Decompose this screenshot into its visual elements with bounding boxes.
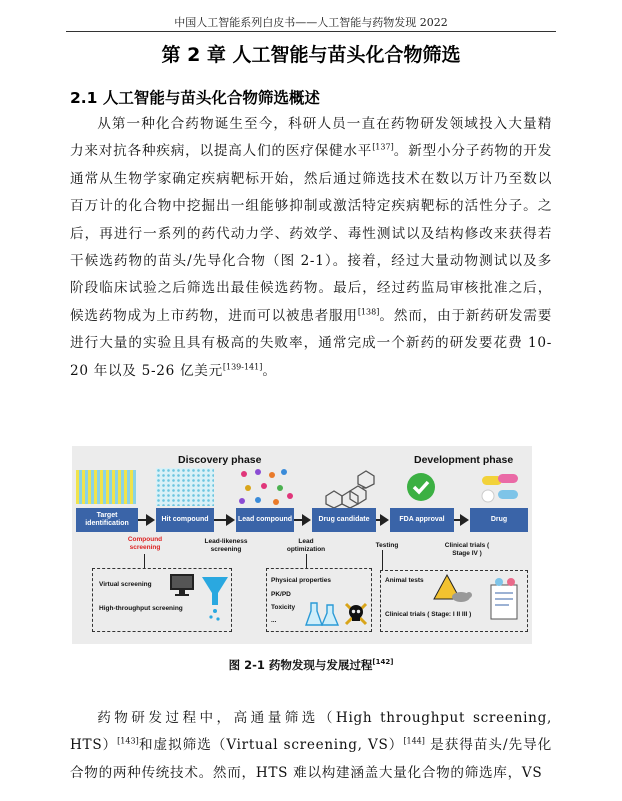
citation-144: [144] [403, 736, 425, 746]
citation-143: [143] [117, 736, 139, 746]
paragraph-1 [70, 111, 552, 385]
chapter-title: 第 2 章 人工智能与苗头化合物筛选 [161, 44, 461, 66]
virtual-screening-label: Virtual screening [99, 581, 152, 588]
lead-optimization-label: Lead optimization [286, 538, 326, 553]
testing-panel [380, 570, 528, 632]
para2-text-2: 和虚拟筛选（Virtual screening, VS） [138, 737, 404, 754]
box-drug-candidate: Drug candidate [312, 508, 376, 532]
citation-142: [142] [372, 658, 394, 667]
funnel-icon [201, 575, 229, 623]
lead-molecules-image [236, 466, 296, 508]
clinical-trials-label: Clinical trials ( Stage: I II III ) [385, 611, 472, 618]
discovery-phase-label: Discovery phase [178, 454, 262, 466]
connector-line [306, 554, 307, 568]
box-hit-compound: Hit compound [156, 508, 214, 532]
box-fda-approval: FDA approval [390, 508, 454, 532]
section-title: 2.1 人工智能与苗头化合物筛选概述 [70, 89, 320, 107]
connector-line [144, 554, 145, 568]
para1-text-3: 。然而，由于新药研发需要进行大量的实验且具有极高的失败率，通常完成一个新药的研发要花费 10-20 年以及 5-26 亿美元 [70, 307, 553, 379]
lead-likeness-label: Lead-likeness screening [204, 538, 248, 553]
physical-properties-label: Physical properties [271, 577, 331, 584]
arrow-right-icon [226, 514, 235, 526]
arrow-right-icon [380, 514, 389, 526]
box-target-identification: Target identification [76, 508, 138, 532]
para1-text-2: 。新型小分子药物的开发通常从生物学家确定疾病靶标开始，然后通过筛选技术在数以万计乃至数以百万计的化合物中挖掘出一组能够抑制或激活特定疾病靶标的活性分子。之后，再进行一系列的药代动力学、药效学、毒性测试以及结构修改来获得若干候选药物的苗头/先导化合物（图 2-1）。接着，经过大量动物测试以及多阶段临床试验之后筛选出最佳候选药物。最后，经过药监局审核批准之后，候选药物成为上市药物，进而可以被患者服用 [70, 143, 552, 324]
arrow-right-icon [460, 514, 469, 526]
skull-icon [343, 601, 369, 627]
citation-139-141: [139-141] [222, 362, 263, 372]
monitor-icon [169, 573, 195, 597]
figure-drug-discovery [72, 446, 532, 644]
arrow-right-icon [302, 514, 311, 526]
ellipsis-label: ... [271, 617, 277, 624]
figure-caption [0, 657, 622, 673]
screening-panel [92, 568, 232, 632]
target-dna-image [76, 470, 136, 504]
para1-text-1: 从第一种化合药物诞生至今，科研人员一直在药物研发领域投入大量精力来对抗各种疾病，以提高人们的医疗保健水平 [70, 116, 552, 160]
paragraph-2 [70, 705, 552, 787]
pkpd-label: PK/PD [271, 591, 291, 598]
clinical-document-icon [485, 577, 523, 627]
pills-icon [478, 470, 522, 506]
para1-text-4: 。 [262, 362, 277, 379]
para2-text-3: 是获得苗头/先导化合物的两种传统技术。然而，HTS 难以构建涵盖大量化合物的筛选库，VS [70, 737, 552, 781]
flask-icon [305, 601, 341, 629]
hit-cell-image [156, 468, 214, 506]
compound-screening-label: Compound screening [127, 536, 163, 551]
header-rule [66, 31, 556, 32]
arrow-right-icon [146, 514, 155, 526]
citation-138: [138] [357, 307, 380, 317]
box-lead-compound: Lead compound [236, 508, 294, 532]
hts-label: High-throughput screening [99, 605, 183, 612]
connector-line [382, 550, 383, 570]
warning-mouse-icon [433, 573, 475, 605]
box-drug: Drug [470, 508, 528, 532]
running-header: 中国人工智能系列白皮书——人工智能与药物发现 2022 [174, 16, 448, 29]
para2-text-1: 药物研发过程中，高通量筛选（High throughput screening, HTS） [70, 710, 552, 754]
optimization-panel [266, 568, 372, 632]
caption-text: 图 2-1 药物发现与发展过程 [228, 658, 373, 672]
testing-label: Testing [375, 542, 399, 549]
animal-tests-label: Animal tests [385, 577, 424, 584]
clinical-trials-iv-label: Clinical trials ( Stage IV ) [444, 542, 490, 557]
development-phase-label: Development phase [414, 454, 514, 466]
citation-137: [137] [372, 142, 394, 152]
toxicity-label: Toxicity [271, 604, 296, 611]
check-icon [406, 472, 436, 502]
drug-candidate-molecule-image [316, 466, 380, 508]
